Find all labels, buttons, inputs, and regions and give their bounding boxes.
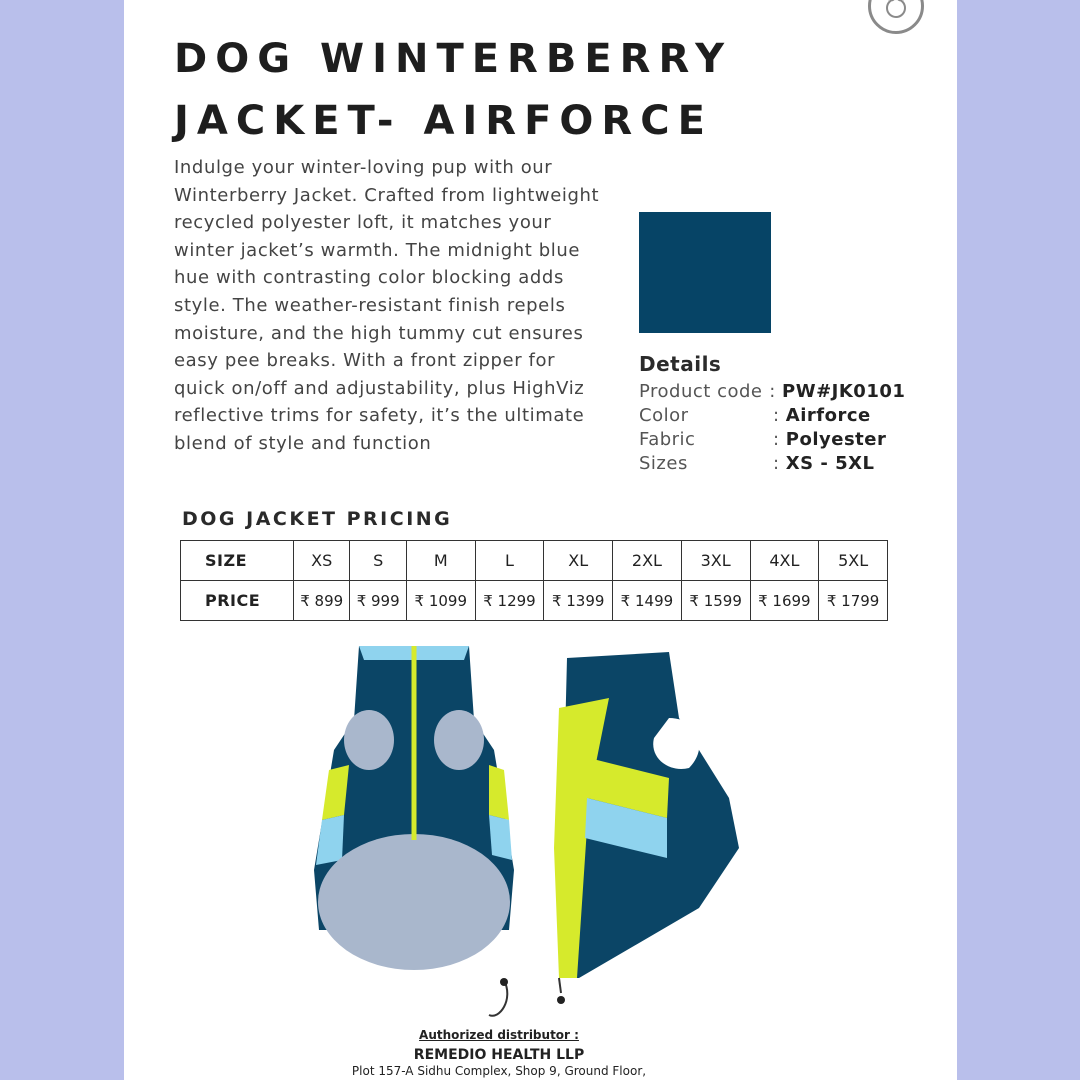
distributor-heading: Authorized distributor :: [419, 1028, 579, 1042]
size-cell: 5XL: [819, 541, 888, 581]
detail-value: Airforce: [785, 405, 871, 426]
price-label: PRICE: [181, 581, 294, 621]
size-cell: 2XL: [613, 541, 682, 581]
product-title: [174, 28, 874, 152]
details-heading: Details: [639, 352, 722, 376]
price-cell: ₹ 1499: [613, 581, 682, 621]
detail-key: Product code: [639, 381, 763, 402]
detail-sep: :: [763, 381, 783, 402]
detail-row-sizes: [639, 452, 939, 476]
size-cell: XS: [294, 541, 350, 581]
size-cell: 4XL: [750, 541, 819, 581]
size-label: SIZE: [181, 541, 294, 581]
size-cell: L: [475, 541, 544, 581]
title-line-1: DOG WINTERBERRY: [174, 36, 733, 82]
size-cell: M: [406, 541, 475, 581]
size-cell: XL: [544, 541, 613, 581]
detail-row-product-code: [639, 380, 939, 404]
detail-sep: :: [773, 429, 786, 450]
detail-value: PW#JK0101: [782, 381, 906, 402]
distributor-name: REMEDIO HEALTH LLP: [413, 1047, 585, 1063]
price-cell: ₹ 1599: [681, 581, 750, 621]
price-row: [181, 581, 888, 621]
price-cell: ₹ 1699: [750, 581, 819, 621]
detail-row-fabric: [639, 428, 939, 452]
detail-key: Fabric: [639, 429, 696, 450]
detail-row-color: [639, 404, 939, 428]
price-cell: ₹ 1099: [406, 581, 475, 621]
dog-icon: [881, 0, 911, 21]
title-line-2: JACKET- AIRFORCE: [174, 98, 713, 144]
brand-logo: [868, 0, 924, 34]
detail-sep: :: [773, 453, 786, 474]
size-cell: S: [350, 541, 406, 581]
price-cell: ₹ 1299: [475, 581, 544, 621]
price-cell: ₹ 999: [350, 581, 406, 621]
distributor-address: Plot 157-A Sidhu Complex, Shop 9, Ground Floor,: [351, 1064, 647, 1078]
color-swatch: [639, 212, 771, 333]
detail-key: Sizes: [639, 453, 688, 474]
details-section: [639, 352, 939, 476]
detail-sep: :: [773, 405, 786, 426]
size-cell: 3XL: [681, 541, 750, 581]
price-cell: ₹ 899: [294, 581, 350, 621]
pricing-table: [180, 540, 888, 621]
price-cell: ₹ 1399: [544, 581, 613, 621]
jacket-side-view-image: [549, 648, 744, 1008]
size-row: [181, 541, 888, 581]
product-sheet: [124, 0, 957, 1080]
pricing-title: DOG JACKET PRICING: [182, 508, 453, 530]
detail-value: Polyester: [785, 429, 887, 450]
price-cell: ₹ 1799: [819, 581, 888, 621]
detail-key: Color: [639, 405, 689, 426]
detail-value: XS - 5XL: [785, 453, 875, 474]
product-description: Indulge your winter-loving pup with our Winterberry Jacket. Crafted from lightweight recycled polyester loft, it matches your winter jacket’s warmth. The midnight blue hue with contrasting color blocking adds style. The weather-resistant finish repels moisture, and the high tummy cut ensures easy pee breaks. With a front zipper for quick on/off and adjustability, plus HighViz reflective trims for safety, it’s the ultimate blend of style and function: [174, 157, 600, 454]
jacket-back-view-image: [304, 640, 524, 1030]
